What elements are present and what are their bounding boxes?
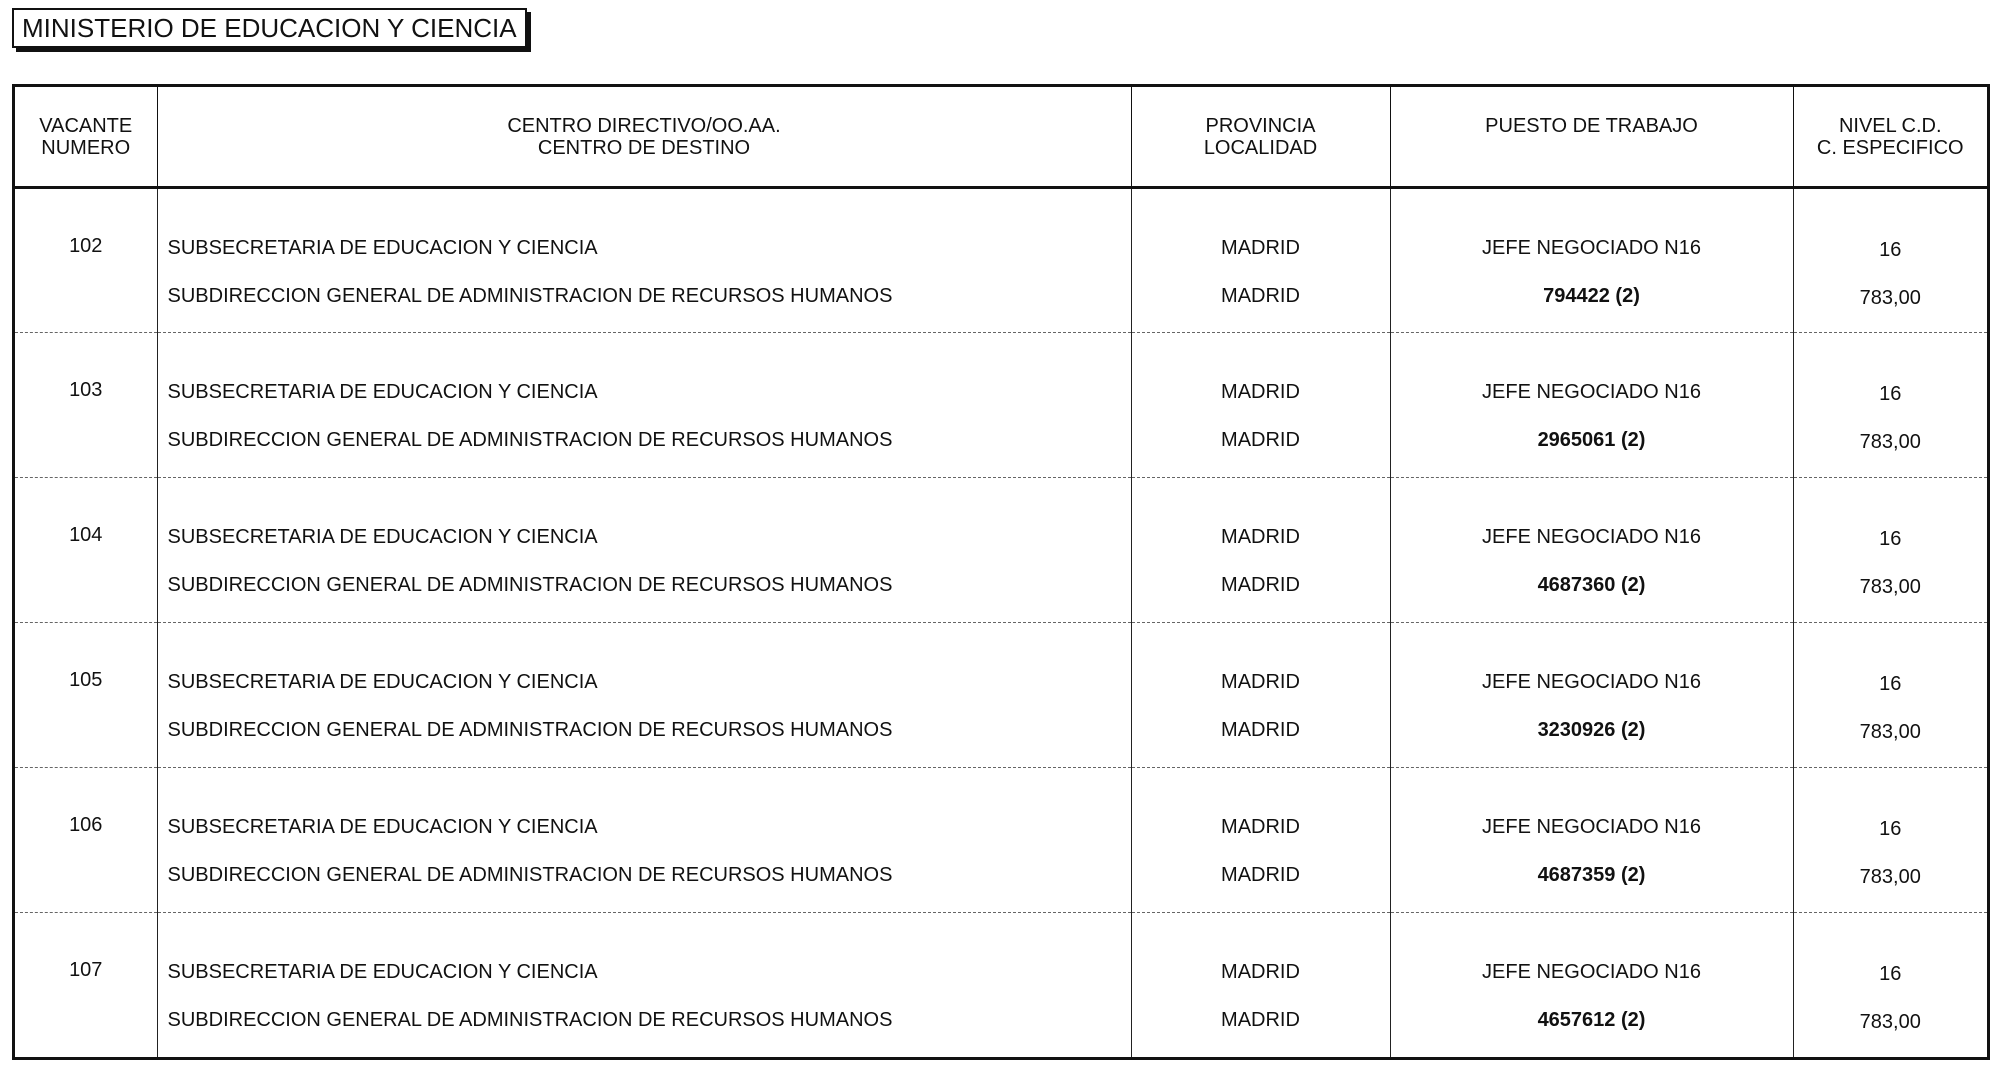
provincia-cell xyxy=(1131,912,1390,1057)
localidad: MADRID xyxy=(1221,863,1300,886)
vacancy-number-cell xyxy=(15,912,157,1057)
puesto-cell xyxy=(1390,332,1793,477)
vacancy-number: 106 xyxy=(69,813,103,836)
complemento-especifico: 783,00 xyxy=(1859,575,1921,598)
table-row xyxy=(15,477,1987,622)
puesto-codigo: 2965061 (2) xyxy=(1537,428,1646,451)
vacancies-table xyxy=(12,84,1990,1060)
vacancy-number-cell xyxy=(15,622,157,767)
vacancy-number-cell xyxy=(15,332,157,477)
puesto-trabajo: JEFE NEGOCIADO N16 xyxy=(1482,960,1701,983)
vacancy-number: 107 xyxy=(69,958,103,981)
table-row xyxy=(15,912,1987,1057)
puesto-trabajo: JEFE NEGOCIADO N16 xyxy=(1482,380,1701,403)
provincia-cell xyxy=(1131,187,1390,332)
vacancy-number: 102 xyxy=(69,234,103,257)
centro-cell xyxy=(157,477,1131,622)
puesto-cell xyxy=(1390,187,1793,332)
column-header-centro: CENTRO DIRECTIVO/OO.AA. CENTRO DE DESTINO xyxy=(157,87,1131,187)
vacancy-number: 103 xyxy=(69,378,103,401)
vacancy-number: 105 xyxy=(69,668,103,691)
column-header-nivel: NIVEL C.D. C. ESPECIFICO xyxy=(1793,87,1987,187)
complemento-especifico: 783,00 xyxy=(1859,865,1921,888)
vacancies-grid xyxy=(15,87,1987,1057)
centro-cell xyxy=(157,622,1131,767)
provincia: MADRID xyxy=(1221,670,1300,693)
nivel-cd: 16 xyxy=(1879,382,1902,405)
centro-directivo: SUBSECRETARIA DE EDUCACION Y CIENCIA xyxy=(167,960,598,983)
provincia-cell xyxy=(1131,767,1390,912)
localidad: MADRID xyxy=(1221,428,1300,451)
centro-directivo: SUBSECRETARIA DE EDUCACION Y CIENCIA xyxy=(167,236,598,259)
nivel-cd: 16 xyxy=(1879,527,1902,550)
centro-directivo: SUBSECRETARIA DE EDUCACION Y CIENCIA xyxy=(167,670,598,693)
localidad: MADRID xyxy=(1221,573,1300,596)
nivel-cd: 16 xyxy=(1879,962,1902,985)
nivel-cell xyxy=(1793,767,1987,912)
centro-destino: SUBDIRECCION GENERAL DE ADMINISTRACION DE RECURSOS HUMANOS xyxy=(167,573,893,596)
centro-cell xyxy=(157,187,1131,332)
centro-cell xyxy=(157,767,1131,912)
centro-cell xyxy=(157,912,1131,1057)
vacancy-number-cell xyxy=(15,767,157,912)
nivel-cell xyxy=(1793,622,1987,767)
centro-directivo: SUBSECRETARIA DE EDUCACION Y CIENCIA xyxy=(167,380,598,403)
provincia: MADRID xyxy=(1221,380,1300,403)
provincia: MADRID xyxy=(1221,815,1300,838)
centro-destino: SUBDIRECCION GENERAL DE ADMINISTRACION DE RECURSOS HUMANOS xyxy=(167,428,893,451)
vacancy-number-cell xyxy=(15,187,157,332)
table-header xyxy=(15,87,1987,187)
nivel-cd: 16 xyxy=(1879,238,1902,261)
table-row xyxy=(15,622,1987,767)
centro-destino: SUBDIRECCION GENERAL DE ADMINISTRACION DE RECURSOS HUMANOS xyxy=(167,863,893,886)
complemento-especifico: 783,00 xyxy=(1859,430,1921,453)
provincia: MADRID xyxy=(1221,960,1300,983)
puesto-cell xyxy=(1390,767,1793,912)
complemento-especifico: 783,00 xyxy=(1859,286,1921,309)
centro-directivo: SUBSECRETARIA DE EDUCACION Y CIENCIA xyxy=(167,815,598,838)
vacancy-number: 104 xyxy=(69,523,103,546)
table-row xyxy=(15,332,1987,477)
column-header-vacante: VACANTE NUMERO xyxy=(15,87,157,187)
provincia-cell xyxy=(1131,622,1390,767)
table-body xyxy=(15,187,1987,1057)
vacancy-number-cell xyxy=(15,477,157,622)
table-row xyxy=(15,187,1987,332)
column-header-puesto: PUESTO DE TRABAJO xyxy=(1390,87,1793,187)
nivel-cell xyxy=(1793,477,1987,622)
centro-cell xyxy=(157,332,1131,477)
column-header-provincia: PROVINCIA LOCALIDAD xyxy=(1131,87,1390,187)
puesto-trabajo: JEFE NEGOCIADO N16 xyxy=(1482,815,1701,838)
nivel-cell xyxy=(1793,912,1987,1057)
puesto-codigo: 4687359 (2) xyxy=(1537,863,1646,886)
localidad: MADRID xyxy=(1221,1008,1300,1031)
nivel-cd: 16 xyxy=(1879,672,1902,695)
puesto-cell xyxy=(1390,912,1793,1057)
centro-directivo: SUBSECRETARIA DE EDUCACION Y CIENCIA xyxy=(167,525,598,548)
provincia: MADRID xyxy=(1221,236,1300,259)
header-row xyxy=(15,87,1987,187)
provincia-cell xyxy=(1131,477,1390,622)
centro-destino: SUBDIRECCION GENERAL DE ADMINISTRACION DE RECURSOS HUMANOS xyxy=(167,718,893,741)
localidad: MADRID xyxy=(1221,718,1300,741)
nivel-cd: 16 xyxy=(1879,817,1902,840)
puesto-trabajo: JEFE NEGOCIADO N16 xyxy=(1482,670,1701,693)
ministry-title: MINISTERIO DE EDUCACION Y CIENCIA xyxy=(12,8,527,48)
complemento-especifico: 783,00 xyxy=(1859,720,1921,743)
puesto-cell xyxy=(1390,477,1793,622)
nivel-cell xyxy=(1793,187,1987,332)
centro-destino: SUBDIRECCION GENERAL DE ADMINISTRACION DE RECURSOS HUMANOS xyxy=(167,1008,893,1031)
puesto-codigo: 794422 (2) xyxy=(1543,284,1640,307)
puesto-trabajo: JEFE NEGOCIADO N16 xyxy=(1482,236,1701,259)
puesto-trabajo: JEFE NEGOCIADO N16 xyxy=(1482,525,1701,548)
puesto-codigo: 4687360 (2) xyxy=(1537,573,1646,596)
table-row xyxy=(15,767,1987,912)
puesto-cell xyxy=(1390,622,1793,767)
provincia-cell xyxy=(1131,332,1390,477)
complemento-especifico: 783,00 xyxy=(1859,1010,1921,1033)
puesto-codigo: 3230926 (2) xyxy=(1537,718,1646,741)
nivel-cell xyxy=(1793,332,1987,477)
puesto-codigo: 4657612 (2) xyxy=(1537,1008,1646,1031)
centro-destino: SUBDIRECCION GENERAL DE ADMINISTRACION DE RECURSOS HUMANOS xyxy=(167,284,893,307)
provincia: MADRID xyxy=(1221,525,1300,548)
localidad: MADRID xyxy=(1221,284,1300,307)
